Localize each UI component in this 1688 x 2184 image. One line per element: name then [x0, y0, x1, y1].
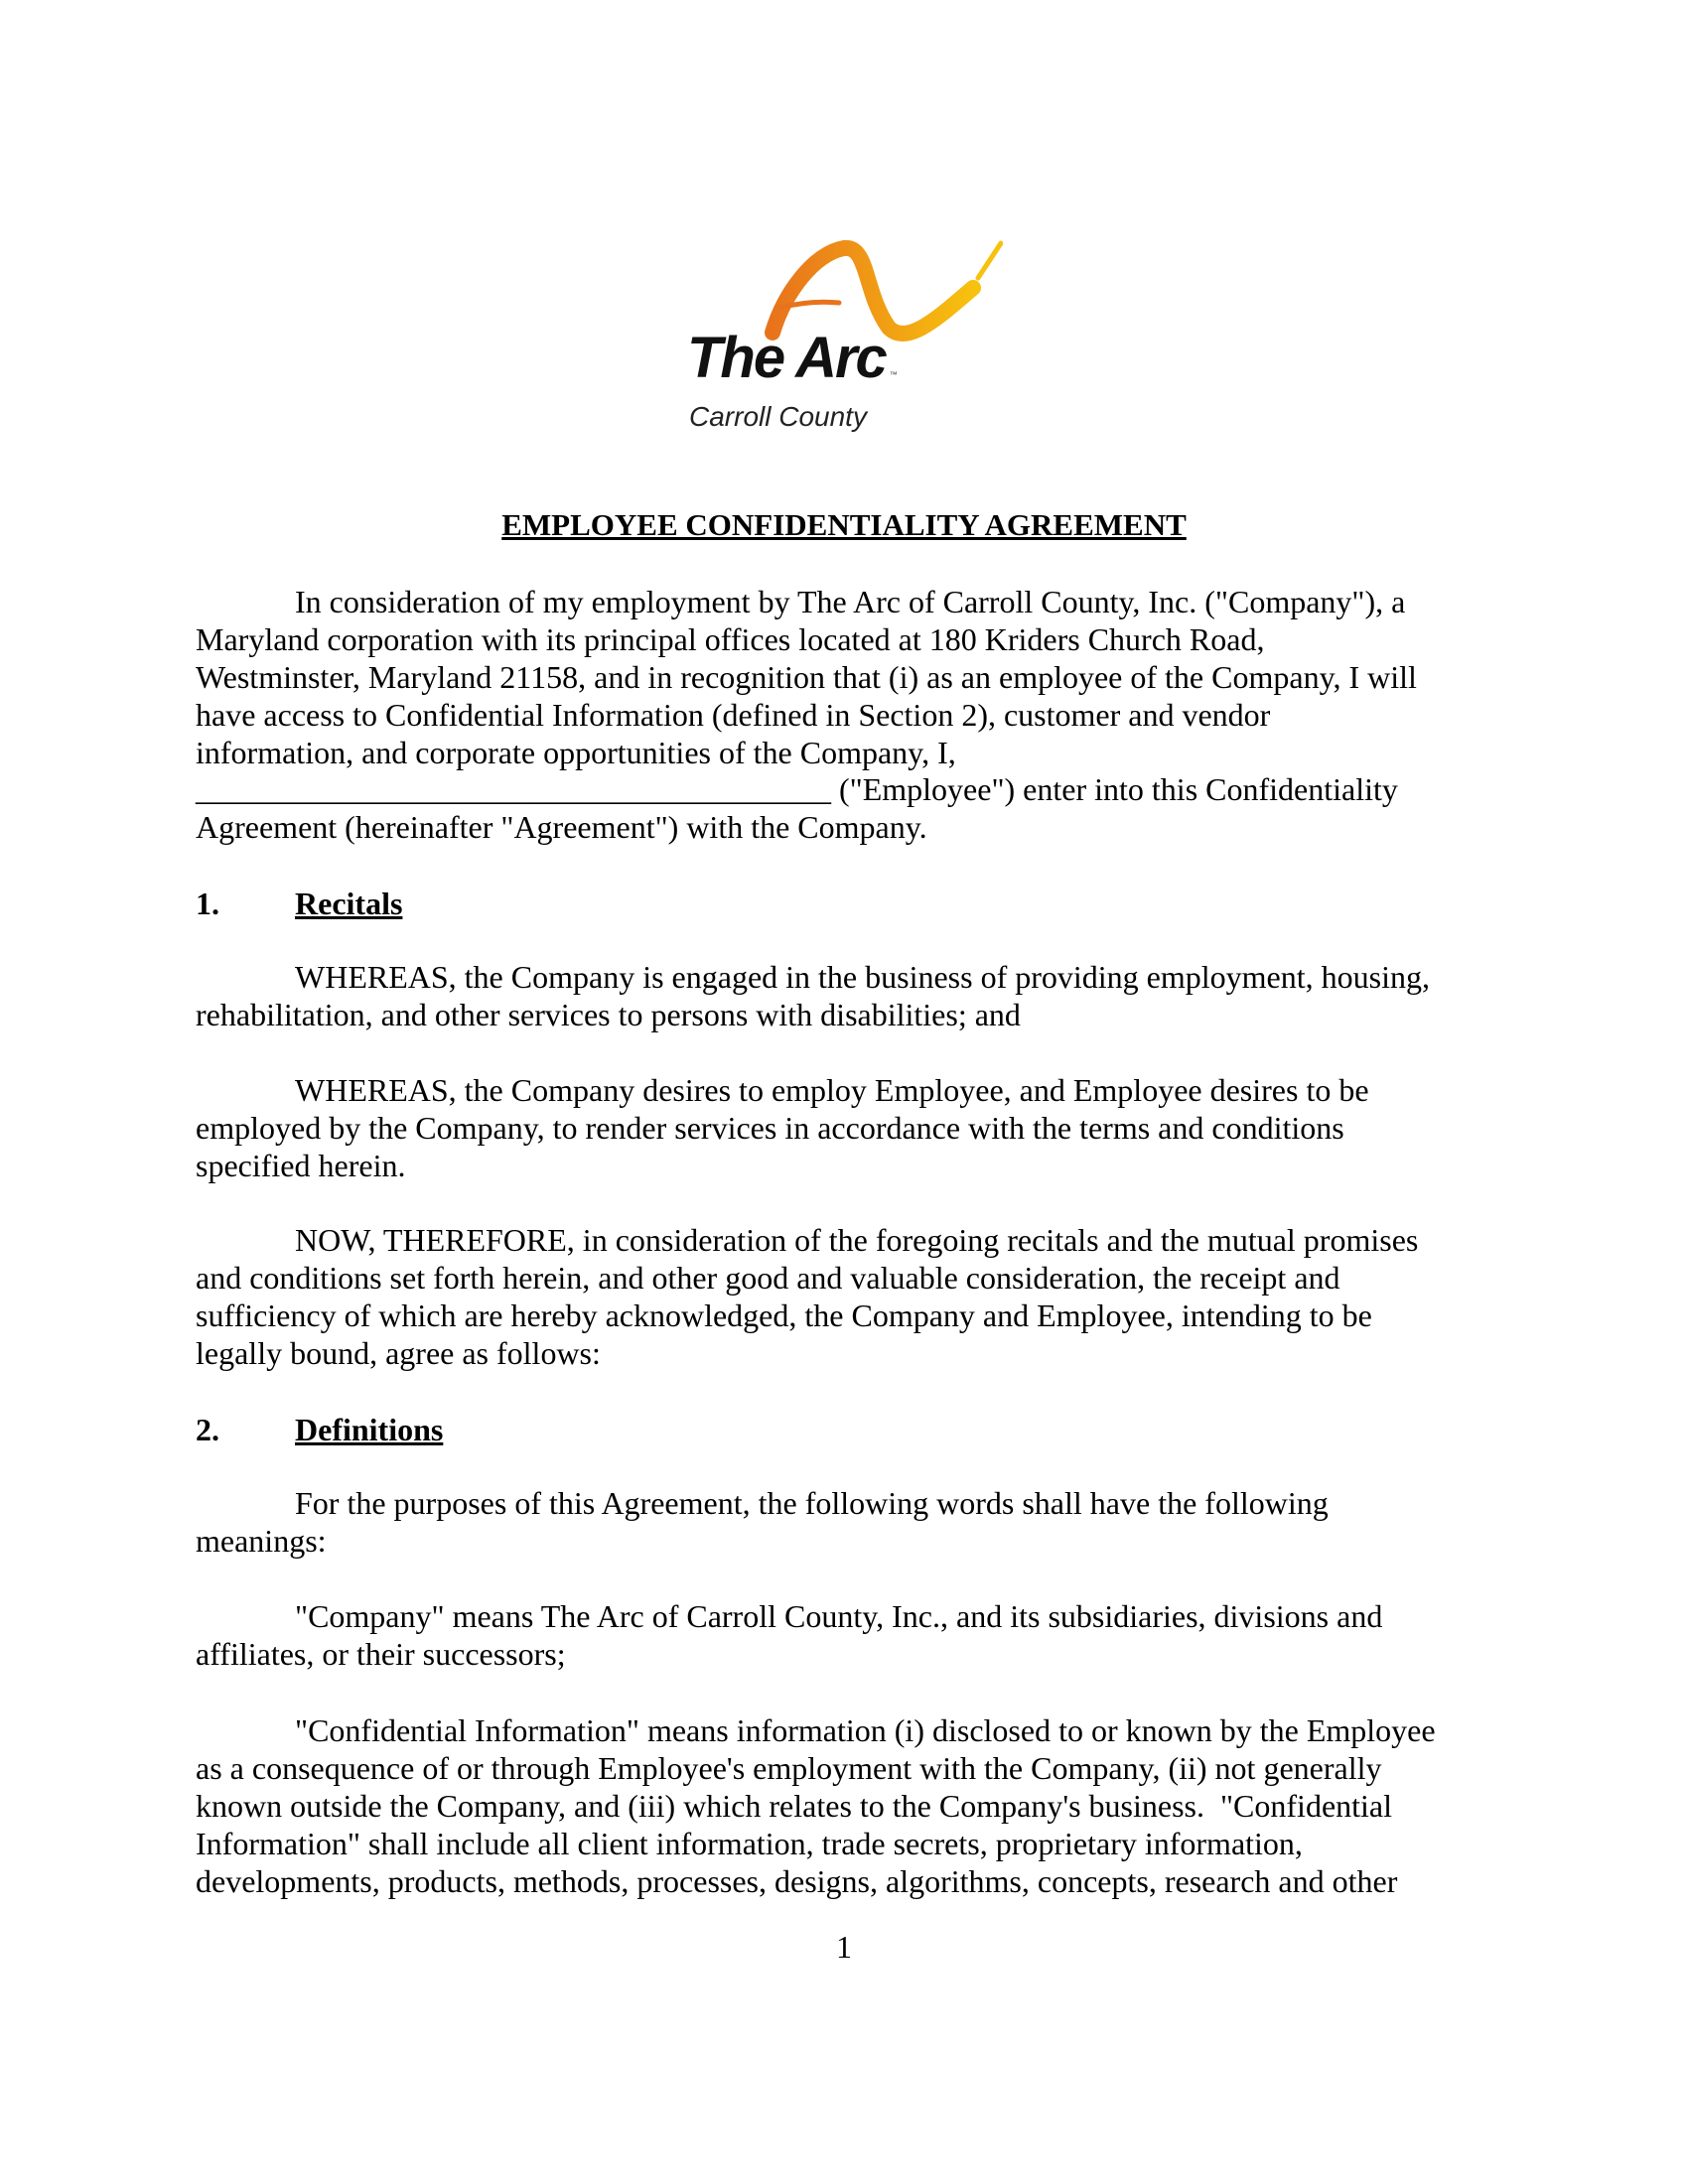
logo-trademark: ™	[889, 370, 898, 379]
text-line: legally bound, agree as follows:	[196, 1334, 601, 1371]
text-line: In consideration of my employment by The Arc of Carroll County, Inc. ("Company"), a	[295, 584, 1406, 619]
text-line: "Confidential Information" means information (i) disclosed to or known by the Employee	[295, 1712, 1436, 1748]
text-line: specified herein.	[196, 1147, 406, 1183]
now-therefore-paragraph	[196, 1222, 1418, 1373]
logo-wordmark-row	[687, 327, 898, 390]
document-title: EMPLOYEE CONFIDENTIALITY AGREEMENT	[501, 507, 1187, 542]
text-line: as a consequence of or through Employee's employment with the Company, (ii) not generally	[196, 1749, 1382, 1786]
text-line: "Company" means The Arc of Carroll County, Inc., and its subsidiaries, divisions and	[295, 1598, 1383, 1634]
confidential-information-definition	[196, 1712, 1436, 1900]
intro-paragraph	[196, 584, 1417, 847]
text-line: Westminster, Maryland 21158, and in recognition that (i) as an employee of the Company, I will	[196, 658, 1417, 695]
text-line: Information" shall include all client information, trade secrets, proprietary information,	[196, 1825, 1303, 1861]
section-label: Definitions	[295, 1412, 444, 1447]
text-line: developments, products, methods, processes, designs, algorithms, concepts, research and other	[196, 1862, 1398, 1899]
text-line: Agreement (hereinafter "Agreement") with the Company.	[196, 809, 927, 846]
purposes-paragraph	[196, 1485, 1329, 1561]
text-line: employed by the Company, to render services in accordance with the terms and conditions	[196, 1109, 1344, 1146]
employee-name-blank-line: ________________________________________ ("Employee") enter into this Confidentiality	[196, 771, 1398, 808]
text-line: rehabilitation, and other services to persons with disabilities; and	[196, 996, 1021, 1032]
logo-wordmark: The Arc	[687, 326, 886, 390]
whereas-paragraph-2	[196, 1072, 1369, 1185]
text-line: Maryland corporation with its principal offices located at 180 Kriders Church Road,	[196, 620, 1265, 657]
section-label: Recitals	[295, 886, 403, 921]
company-definition	[196, 1598, 1382, 1674]
text-line: sufficiency of which are hereby acknowledged, the Company and Employee, intending to be	[196, 1297, 1372, 1333]
section-heading-recitals	[196, 885, 402, 922]
page-number: 1	[836, 1929, 852, 1965]
text-line: WHEREAS, the Company is engaged in the business of providing employment, housing,	[295, 959, 1430, 995]
logo-subtitle: Carroll County	[689, 401, 867, 432]
section-number: 2.	[196, 1412, 219, 1447]
whereas-paragraph-1	[196, 959, 1430, 1034]
the-arc-logo	[685, 233, 1023, 447]
text-line: For the purposes of this Agreement, the following words shall have the following	[295, 1485, 1329, 1521]
text-line: WHEREAS, the Company desires to employ Employee, and Employee desires to be	[295, 1072, 1369, 1108]
text-line: affiliates, or their successors;	[196, 1635, 566, 1672]
section-heading-definitions	[196, 1411, 443, 1448]
text-line: have access to Confidential Information (defined in Section 2), customer and vendor	[196, 696, 1271, 733]
text-line: NOW, THEREFORE, in consideration of the foregoing recitals and the mutual promises	[295, 1222, 1419, 1258]
section-number: 1.	[196, 886, 219, 921]
text-line: information, and corporate opportunities of the Company, I,	[196, 734, 956, 770]
text-line: known outside the Company, and (iii) which relates to the Company's business. "Confidential	[196, 1787, 1393, 1824]
text-line: and conditions set forth herein, and other good and valuable consideration, the receipt and	[196, 1259, 1340, 1296]
text-line: meanings:	[196, 1522, 327, 1559]
